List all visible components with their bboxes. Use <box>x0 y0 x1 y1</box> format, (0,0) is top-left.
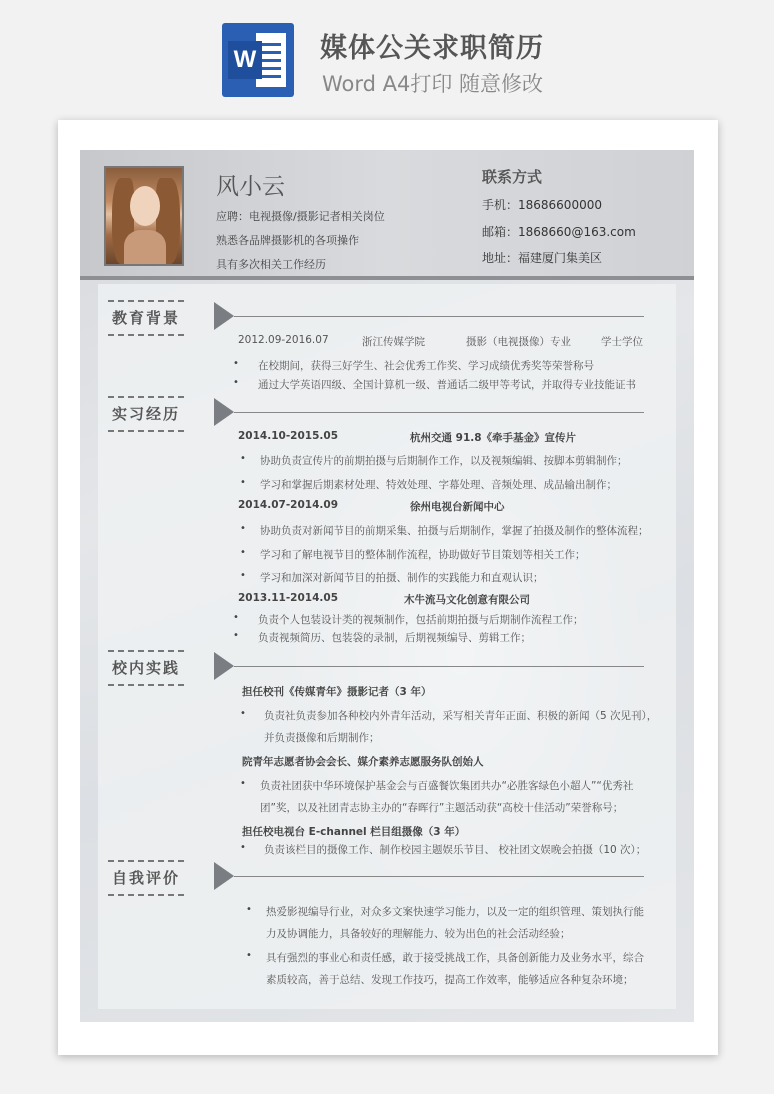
job-period: 2014.10-2015.05 <box>238 430 339 442</box>
contact-phone: 手机：18686600000 <box>482 198 602 212</box>
bullet-dot: • <box>240 708 246 719</box>
bullet-dot: • <box>240 570 246 581</box>
eval-line: 素质较高，善于总结、发现工作技巧，提高工作效率，能够适应各种复杂环境； <box>266 974 634 986</box>
job-period: 2013.11-2014.05 <box>238 592 339 604</box>
banner-title: 媒体公关求职简历 <box>320 33 544 64</box>
banner-subtitle: Word A4打印 随意修改 <box>322 72 544 96</box>
eval-line: 具有强烈的事业心和责任感，敢于接受挑战工作，具备创新能力及业务水平，综合 <box>266 952 644 964</box>
word-logo-letter: W <box>228 41 262 79</box>
resume-page <box>80 150 694 1022</box>
edu-school: 浙江传媒学院 <box>362 336 425 348</box>
bullet-dot: • <box>240 453 246 464</box>
section-title-self-eval: 自我评价 <box>108 860 184 896</box>
campus-line: 负责社负责参加各种校内外青年活动，采写相关青年正面、积极的新闻（5 次见刊）， <box>264 710 658 722</box>
campus-line: 并负责摄像和后期制作； <box>264 732 380 744</box>
section-title-education: 教育背景 <box>108 300 184 336</box>
resume-body-panel <box>98 284 676 1009</box>
section-title-internship: 实习经历 <box>108 396 184 432</box>
bullet-dot: • <box>240 523 246 534</box>
job-period: 2014.07-2014.09 <box>238 499 339 511</box>
edu-degree: 学士学位 <box>601 336 643 348</box>
bullet-dot: • <box>240 477 246 488</box>
bullet-dot: • <box>240 778 246 789</box>
section-arrow-icon <box>214 652 234 680</box>
bullet-dot: • <box>233 358 239 369</box>
section-arrow-icon <box>214 302 234 330</box>
intro-line: 应聘：电视摄像/摄影记者相关岗位 <box>216 210 385 223</box>
edu-major: 摄影（电视摄像）专业 <box>466 336 571 348</box>
contact-address: 地址：福建厦门集美区 <box>482 251 603 265</box>
bullet-dot: • <box>246 904 252 915</box>
campus-line: 负责社团获中华环境保护基金会与百盛餐饮集团共办“必胜客绿色小超人”“优秀社 <box>260 780 634 792</box>
job-org: 杭州交通 91.8《牵手基金》宣传片 <box>410 432 577 444</box>
job-bullet: 学习和掌握后期素材处理、特效处理、字幕处理、音频处理、成品输出制作； <box>260 479 617 491</box>
contact-title: 联系方式 <box>482 168 543 186</box>
eval-line: 力及协调能力，具备较好的理解能力、较为出色的社会活动经验； <box>266 928 571 940</box>
section-divider <box>234 316 644 317</box>
resume-header <box>80 150 694 280</box>
intro-line: 具有多次相关工作经历 <box>216 258 326 271</box>
bullet-dot: • <box>233 377 239 388</box>
job-bullet: 学习和了解电视节目的整体制作流程，协助做好节目策划等相关工作； <box>260 549 586 561</box>
bullet-dot: • <box>240 547 246 558</box>
campus-line: 负责该栏目的摄像工作、制作校园主题娱乐节目、 校社团文娱晚会拍摄（10 次）； <box>264 844 647 856</box>
job-bullet: 负责个人包装设计类的视频制作，包括前期拍摄与后期制作流程工作； <box>258 614 584 626</box>
contact-email: 邮箱：1868660@163.com <box>482 225 636 239</box>
eval-line: 热爱影视编导行业，对众多文案快速学习能力，以及一定的组织管理、策划执行能 <box>266 906 644 918</box>
campus-role: 担任校刊《传媒青年》摄影记者（3 年） <box>242 686 432 698</box>
job-bullet: 协助负责宣传片的前期拍摄与后期制作工作，以及视频编辑、按脚本剪辑制作； <box>260 455 628 467</box>
bullet-dot: • <box>233 630 239 641</box>
campus-line: 团”奖，以及社团青志协主办的“春晖行”主题活动获“高校十佳活动”荣誉称号； <box>260 802 624 814</box>
section-divider <box>234 666 644 667</box>
section-arrow-icon <box>214 862 234 890</box>
campus-role: 担任校电视台 E-channel 栏目组摄像（3 年） <box>242 826 466 838</box>
edu-period: 2012.09-2016.07 <box>238 334 329 346</box>
job-org: 徐州电视台新闻中心 <box>410 501 505 513</box>
job-bullet: 协助负责对新闻节目的前期采集、拍摄与后期制作，掌握了拍摄及制作的整体流程； <box>260 525 649 537</box>
section-divider <box>234 412 644 413</box>
intro-line: 熟悉各品牌摄影机的各项操作 <box>216 234 359 247</box>
edu-bullet: 在校期间，获得三好学生、社会优秀工作奖、学习成绩优秀奖等荣誉称号 <box>258 360 594 372</box>
bullet-dot: • <box>246 950 252 961</box>
bullet-dot: • <box>233 612 239 623</box>
section-title-campus: 校内实践 <box>108 650 184 686</box>
job-bullet: 学习和加深对新闻节目的拍摄、制作的实践能力和直观认识； <box>260 572 544 584</box>
campus-role: 院青年志愿者协会会长、媒介素养志愿服务队创始人 <box>242 756 484 768</box>
section-divider <box>234 876 644 877</box>
candidate-name: 风小云 <box>216 174 285 200</box>
job-bullet: 负责视频简历、包装袋的录制，后期视频编导、剪辑工作； <box>258 632 531 644</box>
profile-photo <box>104 166 184 266</box>
section-arrow-icon <box>214 398 234 426</box>
bullet-dot: • <box>240 842 246 853</box>
edu-bullet: 通过大学英语四级、全国计算机一级、普通话二级甲等考试，并取得专业技能证书 <box>258 379 636 391</box>
word-logo-icon <box>222 23 294 97</box>
job-org: 木牛流马文化创意有限公司 <box>404 594 530 606</box>
